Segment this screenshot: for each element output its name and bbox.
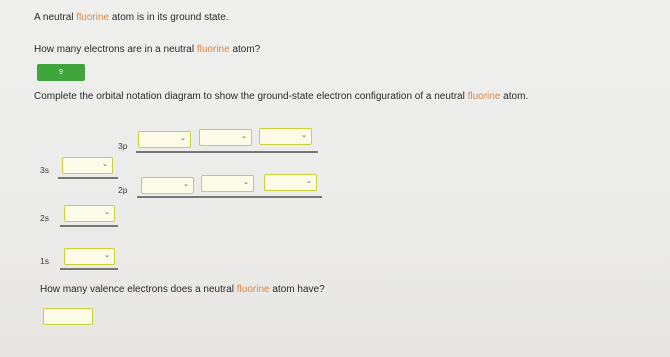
chevron-down-icon: ⌄ [301, 132, 307, 139]
orbital-3s-line [58, 177, 118, 179]
valence-electrons-input[interactable] [43, 308, 93, 325]
orbital-label-2s: 2s [40, 213, 49, 223]
question-electron-count: How many electrons are in a neutral fluorine atom? [34, 44, 261, 55]
chevron-down-icon: ⌄ [102, 161, 108, 168]
chevron-down-icon: ⌄ [241, 133, 247, 140]
orbital-3p-box-1[interactable] [138, 131, 191, 148]
chevron-down-icon: ⌄ [183, 181, 189, 188]
orbital-label-3p: 3p [118, 141, 128, 151]
orbital-1s-box[interactable] [64, 248, 115, 265]
orbital-1s-line [60, 268, 118, 270]
orbital-3p-box-2[interactable] [199, 129, 252, 146]
orbital-label-2p: 2p [118, 185, 128, 195]
orbital-3p-box-3[interactable] [259, 128, 312, 145]
question-valence-electrons: How many valence electrons does a neutral fluorine atom have? [40, 284, 325, 295]
orbital-2s-line [60, 225, 118, 227]
orbital-label-3s: 3s [40, 165, 49, 175]
orbital-3p-line [136, 151, 318, 153]
chevron-down-icon: ⌄ [180, 135, 186, 142]
question-orbital-diagram: Complete the orbital notation diagram to show the ground-state electron configuration of a neutral fluorine atom. [34, 91, 529, 102]
electron-count-answer[interactable]: 9 [37, 64, 85, 81]
orbital-2p-box-3[interactable] [264, 174, 317, 191]
chevron-down-icon: ⌄ [104, 252, 110, 259]
intro-text: A neutral fluorine atom is in its ground state. [34, 12, 229, 23]
chevron-down-icon: ⌄ [243, 179, 249, 186]
chevron-down-icon: ⌄ [104, 209, 110, 216]
orbital-3s-box[interactable] [62, 157, 113, 174]
chevron-down-icon: ⌄ [306, 178, 312, 185]
orbital-2p-box-1[interactable] [141, 177, 194, 194]
orbital-2s-box[interactable] [64, 205, 115, 222]
orbital-label-1s: 1s [40, 256, 49, 266]
orbital-2p-box-2[interactable] [201, 175, 254, 192]
orbital-2p-line [137, 196, 322, 198]
